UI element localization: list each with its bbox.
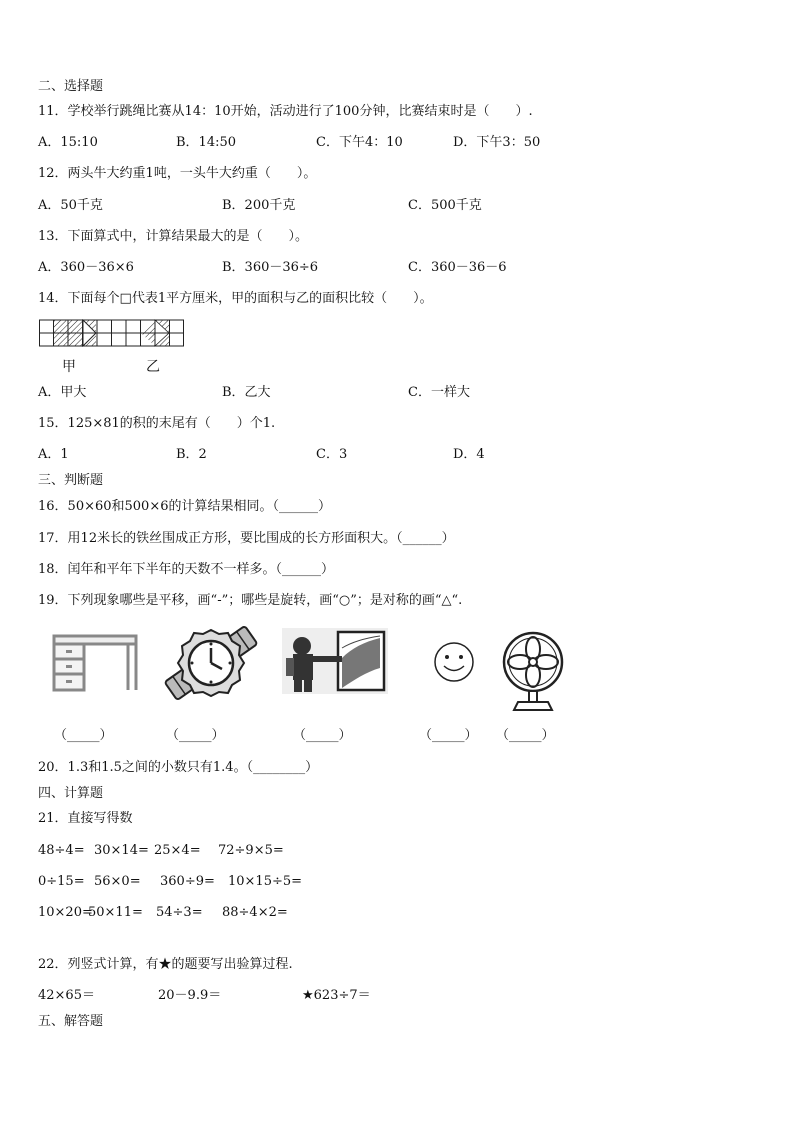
question-15: 15．125×81的积的末尾有（ ）个1. [38, 416, 276, 431]
q22-item-1: 42×65＝ [38, 988, 95, 1003]
q19-blank-2[interactable]: （_____） [166, 728, 225, 743]
grid-figure [39, 319, 185, 347]
q12-option-a: A．50千克 [38, 198, 103, 213]
q12-option-b: B．200千克 [222, 198, 296, 213]
question-11: 11．学校举行跳绳比赛从14：10开始，活动进行了100分钟，比赛结束时是（ ）. [38, 104, 533, 119]
q21-item: 50×11= [88, 905, 143, 920]
q21-item: 25×4= [154, 843, 201, 858]
question-14: 14．下面每个□代表1平方厘米，甲的面积与乙的面积比较（ ）。 [38, 291, 433, 306]
q11-option-a: A．15:10 [38, 135, 98, 150]
q22-item-3: ★623÷7＝ [302, 988, 371, 1003]
question-21: 21．直接写得数 [38, 811, 133, 826]
q22-item-2: 20－9.9＝ [158, 988, 222, 1003]
q19-blank-4[interactable]: （_____） [419, 728, 478, 743]
question-19: 19．下列现象哪些是平移，画“-”；哪些是旋转，画“○”；是对称的画“△“. [38, 593, 463, 608]
q12-option-c: C．500千克 [408, 198, 482, 213]
q14-option-c: C．一样大 [408, 385, 470, 400]
question-16: 16．50×60和500×6的计算结果相同。（______） [38, 499, 331, 514]
section-judge-heading: 三、判断题 [38, 473, 104, 488]
electric-fan-image [500, 630, 566, 712]
q21-item: 30×14= [94, 843, 149, 858]
q11-option-c: C．下午4：10 [316, 135, 403, 150]
smiley-face-image [432, 640, 476, 684]
q21-item: 54÷3= [156, 905, 203, 920]
q13-option-b: B．360－36÷6 [222, 260, 319, 275]
question-20: 20．1.3和1.5之间的小数只有1.4。（________） [38, 760, 319, 775]
q11-option-b: B．14:50 [176, 135, 237, 150]
q21-item: 48÷4= [38, 843, 85, 858]
q19-blank-3[interactable]: （_____） [293, 728, 352, 743]
question-22: 22．列竖式计算，有★的题要写出验算过程. [38, 957, 293, 972]
section-answer-heading: 五、解答题 [38, 1014, 104, 1029]
q21-item: 88÷4×2= [222, 905, 288, 920]
sliding-window-image [282, 628, 388, 694]
q19-blank-5[interactable]: （_____） [496, 728, 555, 743]
section-calc-heading: 四、计算题 [38, 786, 104, 801]
q14-option-b: B．乙大 [222, 385, 271, 400]
label-yi: 乙 [146, 359, 160, 375]
q15-option-b: B．2 [176, 447, 207, 462]
q11-option-d: D．下午3：50 [453, 135, 541, 150]
q15-option-d: D．4 [453, 447, 485, 462]
q21-item: 360÷9= [160, 874, 215, 889]
desk-image [50, 630, 140, 694]
question-13: 13．下面算式中，计算结果最大的是（ ）。 [38, 229, 309, 244]
watch-image [164, 624, 258, 702]
q21-item: 10×15÷5= [228, 874, 303, 889]
q13-option-c: C．360－36－6 [408, 260, 507, 275]
q21-item: 72÷9×5= [218, 843, 284, 858]
q15-option-a: A．1 [38, 447, 69, 462]
label-jia: 甲 [62, 359, 76, 375]
section-choice-heading: 二、选择题 [38, 79, 104, 94]
question-18: 18．闰年和平年下半年的天数不一样多。（______） [38, 562, 335, 577]
q15-option-c: C．3 [316, 447, 348, 462]
question-12: 12．两头牛大约重1吨，一头牛大约重（ ）。 [38, 166, 317, 181]
question-17: 17．用12米长的铁丝围成正方形，要比围成的长方形面积大。（______） [38, 531, 455, 546]
q14-option-a: A．甲大 [38, 385, 87, 400]
q21-item: 0÷15= [38, 874, 85, 889]
q21-item: 56×0= [94, 874, 141, 889]
q21-item: 10×20= [38, 905, 93, 920]
q19-blank-1[interactable]: （_____） [54, 728, 113, 743]
q13-option-a: A．360－36×6 [38, 260, 134, 275]
